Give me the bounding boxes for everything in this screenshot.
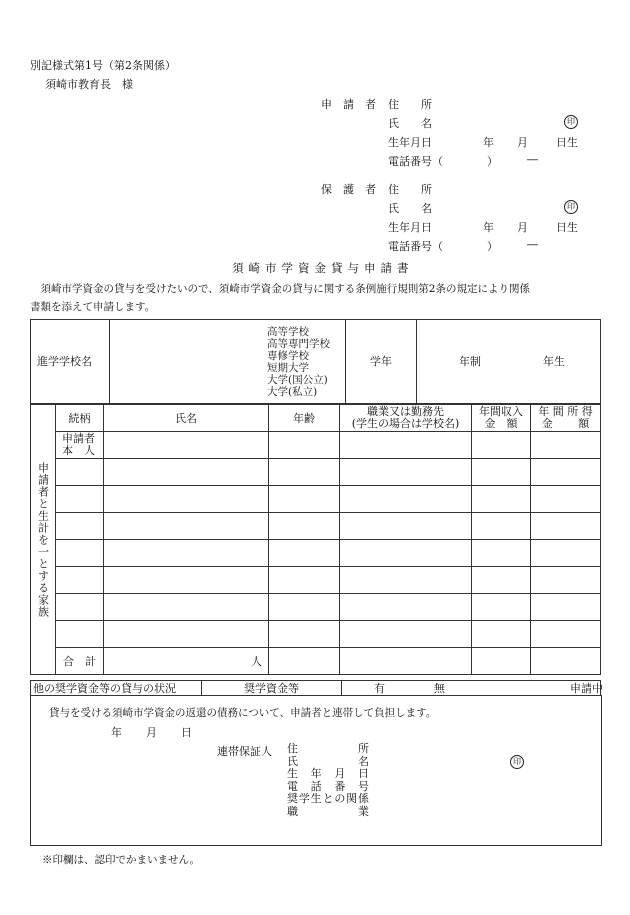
guardian-birth-label: 生年月日 [388, 221, 432, 234]
applicant-birth-day: 日生 [556, 136, 578, 149]
guarantor-fields [287, 743, 369, 818]
school-type-junior-college: 短期大学 [267, 361, 309, 374]
applicant-phone-label: 電話番号（ [388, 155, 443, 168]
table-row [31, 567, 601, 594]
guardian-address-label: 住 所 [388, 183, 432, 196]
guarantor-box [30, 695, 602, 846]
guarantor-field-job: 職 業 [287, 804, 369, 818]
document-title: 須崎市学資金貸与申請書 [232, 261, 414, 275]
guardian-birth-day: 日生 [556, 221, 578, 234]
guarantor-statement: 貸与を受ける須崎市学資金の返還の債務について、申請者と連帯して負担します。 [49, 707, 437, 719]
table-row [31, 459, 601, 486]
family-side-label: 申請者と生計を一とする家族 [36, 461, 50, 618]
total-label: 合 計 [56, 648, 104, 675]
guarantor-field-name: 氏 名 [287, 754, 369, 768]
school-table [30, 319, 601, 404]
family-table [30, 404, 601, 675]
applicant-birth-month: 月 [517, 136, 528, 149]
guarantor-field-birth: 生 年 月 日 [287, 767, 369, 780]
table-row [31, 432, 601, 459]
guarantor-field-address: 住 所 [287, 742, 369, 755]
guarantor-date-day: 日 [181, 726, 192, 739]
school-type-private-univ: 大学(私立) [267, 385, 318, 398]
table-row [31, 513, 601, 540]
school-system: 年制 [459, 355, 481, 368]
seal-mark-guardian: 印 [564, 200, 578, 214]
school-type-list [267, 320, 346, 404]
school-type-technical: 高等専門学校 [267, 337, 330, 350]
table-row [31, 621, 601, 648]
school-grade: 学年 [346, 320, 417, 404]
school-label: 進学学校名 [31, 320, 110, 404]
first-row-self: 本 人 [62, 444, 95, 457]
other-loans-no: 無 [434, 682, 445, 695]
school-type-high: 高等学校 [267, 325, 309, 338]
applicant-address-label: 住 所 [388, 98, 432, 111]
applicant-name-label: 氏 名 [388, 117, 432, 130]
seal-mark-guarantor: 印 [510, 755, 524, 769]
intro-line-2: 書類を添えて申請します。 [30, 301, 156, 313]
footnote: ※印欄は、認印でかまいません。 [42, 854, 201, 866]
applicant-birth-year: 年 [483, 136, 494, 149]
applicant-role: 申 請 者 [321, 98, 376, 111]
other-loans-fund: 奨学資金等 [202, 681, 342, 696]
header-earnings-sub: 金 額 [541, 417, 590, 430]
other-loans-pending: 申請中 [570, 682, 603, 695]
header-age: 年齢 [269, 405, 340, 432]
guarantor-field-phone: 電 話 番 号 [287, 779, 369, 793]
applicant-phone-close: ） [487, 155, 498, 168]
school-type-vocational: 専修学校 [267, 349, 309, 362]
header-relation: 続柄 [56, 405, 104, 432]
guardian-phone-close: ） [487, 240, 498, 253]
guardian-birth-month: 月 [517, 221, 528, 234]
table-row [31, 594, 601, 621]
guardian-role: 保 護 者 [321, 183, 376, 196]
header-name: 氏名 [104, 405, 269, 432]
guarantor-field-relation: 奨 学 生 と の 関 係 [287, 792, 369, 805]
header-job-sub: (学生の場合は学校名) [351, 417, 460, 430]
first-row-applicant: 申請者 [62, 432, 95, 445]
header-earnings: 年 間 所 得 [538, 405, 593, 418]
addressee: 須崎市教育長 様 [45, 78, 133, 91]
applicant-birth-label: 生年月日 [388, 136, 432, 149]
header-job: 職業又は勤務先 [367, 405, 444, 418]
school-year: 年生 [543, 355, 565, 368]
seal-mark-applicant: 印 [564, 115, 578, 129]
other-loans-yes: 有 [374, 682, 385, 695]
table-row [31, 486, 601, 513]
total-person-unit: 人 [104, 648, 269, 675]
guarantor-date-month: 月 [146, 726, 157, 739]
guardian-phone-dash: ― [527, 238, 538, 251]
school-type-public-univ: 大学(国公立) [267, 373, 328, 386]
other-loans-table [30, 680, 601, 696]
applicant-phone-dash: ― [527, 153, 538, 166]
guardian-name-label: 氏 名 [388, 202, 432, 215]
table-row [31, 540, 601, 567]
guarantor-title: 連帯保証人 [217, 745, 272, 758]
guardian-phone-label: 電話番号（ [388, 240, 443, 253]
guarantor-date-year: 年 [111, 726, 122, 739]
other-loans-label: 他の奨学資金等の貸与の状況 [31, 681, 202, 696]
intro-line-1: 須崎市学資金の貸与を受けたいので、須崎市学資金の貸与に関する条例施行規則第2条の規定により関係 [30, 283, 530, 295]
header-income: 年間収入 [479, 405, 523, 418]
total-row [31, 648, 601, 675]
header-income-sub: 金 額 [484, 417, 518, 430]
form-label: 別記様式第1号（第2条関係） [30, 59, 176, 72]
guardian-birth-year: 年 [483, 221, 494, 234]
